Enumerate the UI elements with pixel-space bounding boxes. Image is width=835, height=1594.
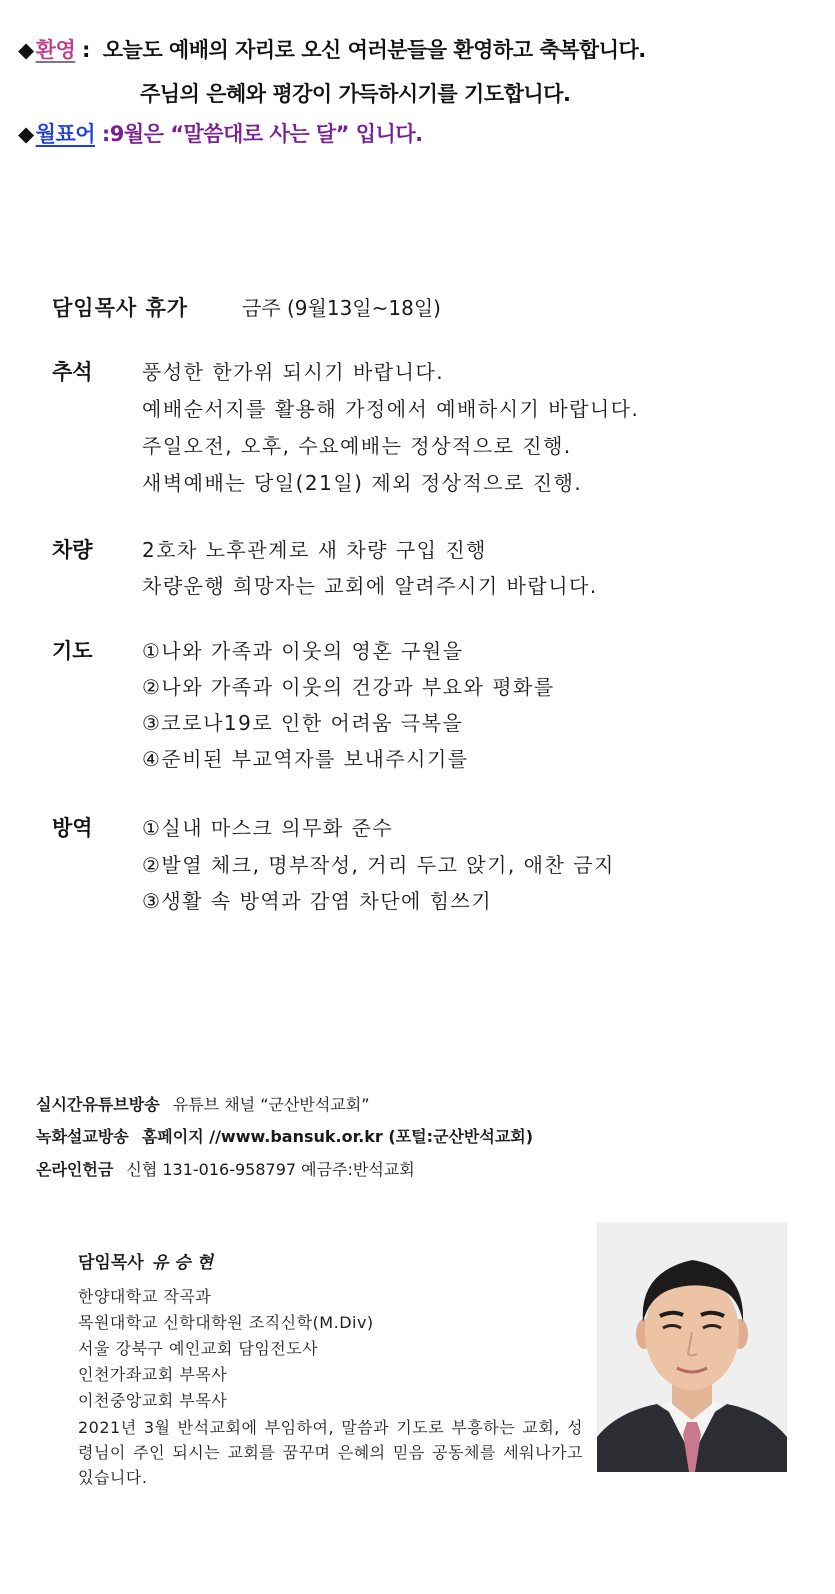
recording-label: 녹화설교방송 — [36, 1127, 129, 1146]
stream-info — [36, 1092, 370, 1115]
recording-info — [36, 1124, 533, 1147]
bio-line: 한양대학교 작곡과 — [78, 1287, 212, 1306]
notice-line: ②발열 체크, 명부작성, 거리 두고 앉기, 애찬 금지 — [142, 853, 615, 877]
bio-line: 서울 강북구 예인교회 담임전도사 — [78, 1339, 319, 1358]
welcome-line-1 — [18, 34, 646, 64]
pastor-name: 유승현 — [151, 1253, 219, 1273]
donation-info — [36, 1157, 415, 1180]
donation-value: 신협 131-016-958797 예금주:반석교회 — [126, 1160, 415, 1179]
notice-line: 2호차 노후관계로 새 차량 구입 진행 — [142, 538, 487, 562]
notice-label-vehicle: 차량 — [52, 538, 93, 562]
welcome-text-1: 오늘도 예배의 자리로 오신 여러분들을 환영하고 축복합니다. — [102, 38, 646, 62]
welcome-keyword: 환영 — [35, 38, 76, 62]
notice-line: ③생활 속 방역과 감염 차단에 힘쓰기 — [142, 889, 493, 913]
motto-keyword: 월표어 — [35, 122, 96, 146]
vacation-value: 금주 (9월13일~18일) — [242, 296, 441, 320]
notice-label-quarantine: 방역 — [52, 816, 93, 840]
welcome-text-2: 주님의 은혜와 평강이 가득하시기를 기도합니다. — [140, 82, 571, 106]
bio-line: 목원대학교 신학대학원 조직신학(M.Div) — [78, 1313, 374, 1332]
diamond-icon: ◆ — [18, 38, 34, 62]
pastor-heading — [78, 1248, 219, 1273]
notice-line: ①실내 마스크 의무화 준수 — [142, 816, 394, 840]
notice-line: 주일오전, 오후, 수요예배는 정상적으로 진행. — [142, 434, 572, 458]
pastor-portrait — [597, 1222, 787, 1472]
recording-value: 홈페이지 //www.bansuk.or.kr (포털:군산반석교회) — [141, 1127, 534, 1146]
bio-line: 이천중앙교회 부목사 — [78, 1391, 228, 1410]
motto-line — [18, 118, 423, 148]
bio-line: 인천가좌교회 부목사 — [78, 1365, 228, 1384]
stream-label: 실시간유튜브방송 — [36, 1095, 160, 1114]
welcome-colon: : — [75, 38, 97, 62]
notice-line: 차량운행 희망자는 교회에 알려주시기 바랍니다. — [142, 574, 598, 598]
donation-label: 온라인헌금 — [36, 1160, 114, 1179]
portrait-icon — [597, 1222, 787, 1472]
stream-value: 유튜브 채널 “군산반석교회” — [172, 1095, 370, 1114]
pastor-title: 담임목사 — [78, 1253, 144, 1273]
bio-paragraph: 2021년 3월 반석교회에 부임하여, 말씀과 기도로 부흥하는 교회, 성령님이 주인 되시는 교회를 꿈꾸며 은혜의 믿음 공동체를 세워나가고 있습니다. — [78, 1418, 583, 1487]
diamond-icon: ◆ — [18, 122, 34, 146]
notice-line: 새벽예배는 당일(21일) 제외 정상적으로 진행. — [142, 471, 583, 495]
notice-line: 예배순서지를 활용해 가정에서 예배하시기 바랍니다. — [142, 397, 640, 421]
vacation-label: 담임목사 휴가 — [52, 296, 189, 320]
notice-line: ③코로나19로 인한 어려움 극복을 — [142, 711, 464, 735]
notice-label-prayer: 기도 — [52, 639, 93, 663]
motto-text: :9월은 “말씀대로 사는 달” 입니다. — [95, 122, 423, 146]
notice-line: ④준비된 부교역자를 보내주시기를 — [142, 747, 469, 771]
notice-line: 풍성한 한가위 되시기 바랍니다. — [142, 360, 445, 384]
notice-label-chuseok: 추석 — [52, 360, 93, 384]
notice-line: ①나와 가족과 이웃의 영혼 구원을 — [142, 639, 464, 663]
notice-line: ②나와 가족과 이웃의 건강과 부요와 평화를 — [142, 675, 555, 699]
